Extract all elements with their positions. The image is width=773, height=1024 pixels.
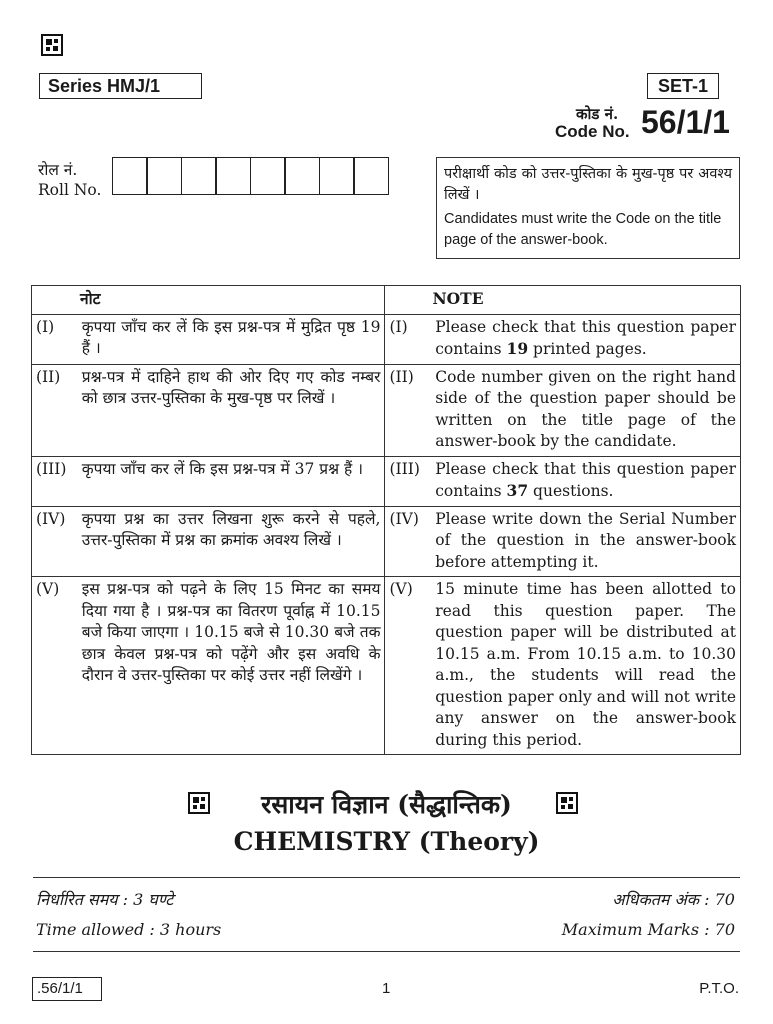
footer-code: .56/1/1 [32, 977, 102, 1001]
note-num-en: (I) [385, 314, 431, 364]
note-row [32, 577, 741, 755]
pto-label: P.T.O. [699, 980, 739, 997]
note-num-hi: (IV) [32, 506, 78, 577]
page-number: 1 [382, 980, 391, 997]
note-heading-hi: नोट [80, 289, 101, 308]
note-num-en: (II) [385, 364, 431, 456]
roll-label-en: Roll No. [38, 181, 102, 199]
max-marks-hi: अधिकतम अंक : 70 [612, 890, 735, 909]
roll-cell[interactable] [112, 157, 148, 195]
note-text-en: 15 minute time has been allotted to read this question paper. The question paper will be distributed at 10.15 a.m. From 10.15 a.m. to 10.30 a.m., the students will read the question paper only and will not write any answer on the answer-book during this period. [431, 577, 740, 755]
note-row [32, 314, 741, 364]
note-num-en: (IV) [385, 506, 431, 577]
code-instruction-en: Candidates must write the Code on the title page of the answer-book. [444, 211, 722, 248]
note-text-hi: कृपया प्रश्न का उत्तर लिखना शुरू करने से पहले, उत्तर-पुस्तिका में प्रश्न का क्रमांक अवश्य लिखें । [78, 506, 385, 577]
max-marks-en: Maximum Marks : 70 [561, 920, 735, 939]
roll-number-grid[interactable] [113, 157, 389, 195]
code-instruction-box [436, 157, 740, 259]
note-text-en: Code number given on the right hand side of the question paper should be written on the title page of the answer-book by the candidate. [431, 364, 740, 456]
note-text-hi: प्रश्न-पत्र में दाहिने हाथ की ओर दिए गए कोड नम्बर को छात्र उत्तर-पुस्तिका के मुख-पृष्ठ पर लिखें । [78, 364, 385, 456]
roll-cell[interactable] [353, 157, 389, 195]
code-number: 56/1/1 [641, 104, 730, 140]
time-allowed-en: Time allowed : 3 hours [36, 920, 222, 939]
roll-cell[interactable] [284, 157, 320, 195]
note-text-en: Please check that this question paper contains 37 questions. [431, 456, 740, 506]
note-text-hi: इस प्रश्न-पत्र को पढ़ने के लिए 15 मिनट का समय दिया गया है । प्रश्न-पत्र का वितरण पूर्वाह्न में 10.15 बजे किया जाएगा । 10.15 बजे से 10.30 बजे तक छात्र केवल प्रश्न-पत्र को पढ़ेंगे और इस अवधि के दौरान वे उत्तर-पुस्तिका पर कोई उत्तर नहीं लिखेंगे । [78, 577, 385, 755]
note-table [31, 285, 741, 755]
note-num-en: (III) [385, 456, 431, 506]
subject-title-hi: रसायन विज्ञान (सैद्धान्तिक) [261, 790, 512, 819]
note-row [32, 364, 741, 456]
divider [33, 877, 740, 878]
note-text-hi: कृपया जाँच कर लें कि इस प्रश्न-पत्र में मुद्रित पृष्ठ 19 हैं । [78, 314, 385, 364]
note-text-en: Please write down the Serial Number of the question in the answer-book before attempting it. [431, 506, 740, 577]
note-row [32, 456, 741, 506]
note-text-hi: कृपया जाँच कर लें कि इस प्रश्न-पत्र में 37 प्रश्न हैं । [78, 456, 385, 506]
roll-cell[interactable] [181, 157, 217, 195]
divider [33, 951, 740, 952]
roll-cell[interactable] [215, 157, 251, 195]
roll-cell[interactable] [146, 157, 182, 195]
note-heading-en: NOTE [432, 289, 484, 308]
series-label: Series HMJ/1 [39, 73, 202, 99]
code-label-en: Code No. [555, 122, 630, 141]
note-num-hi: (II) [32, 364, 78, 456]
roll-label-hi: रोल नं. [38, 161, 78, 179]
note-text-en: Please check that this question paper contains 19 printed pages. [431, 314, 740, 364]
code-label-hi: कोड नं. [576, 105, 619, 123]
roll-cell[interactable] [319, 157, 355, 195]
roll-cell[interactable] [250, 157, 286, 195]
note-num-hi: (III) [32, 456, 78, 506]
subject-title-en: CHEMISTRY (Theory) [233, 827, 540, 856]
time-allowed-hi: निर्धारित समय : 3 घण्टे [36, 890, 174, 909]
note-num-hi: (I) [32, 314, 78, 364]
note-num-hi: (V) [32, 577, 78, 755]
qr-code-icon [41, 34, 63, 56]
set-label: SET-1 [647, 73, 719, 99]
note-row [32, 506, 741, 577]
note-num-en: (V) [385, 577, 431, 755]
code-instruction-hi: परीक्षार्थी कोड को उत्तर-पुस्तिका के मुख-पृष्ठ पर अवश्य लिखें । [444, 166, 732, 203]
